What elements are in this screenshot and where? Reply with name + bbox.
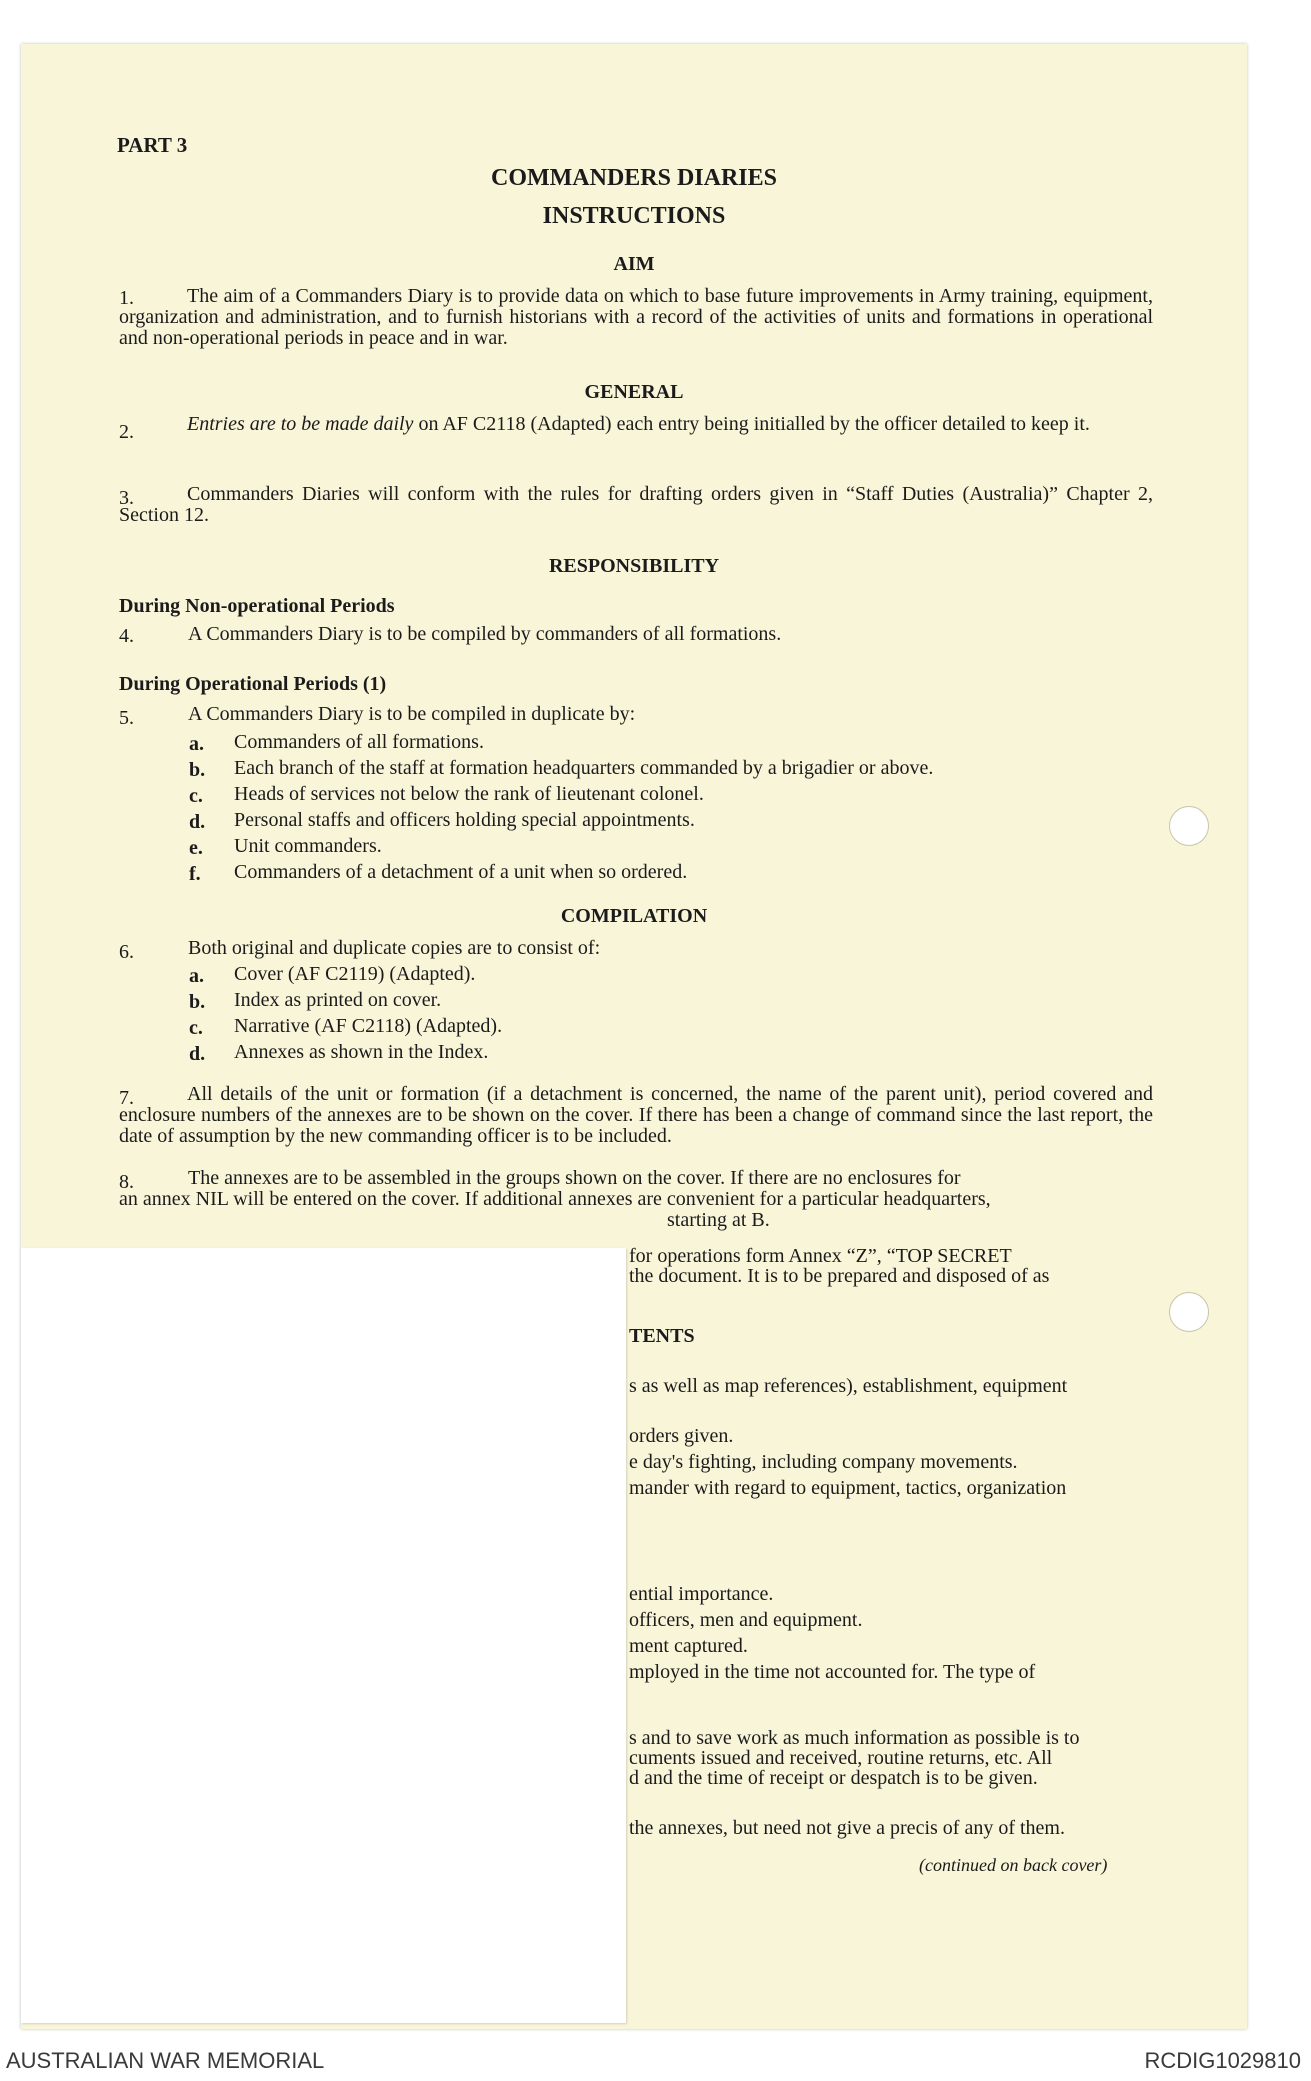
text-fragment: cuments issued and received, routine returns, etc. All: [629, 1747, 1053, 1769]
text-fragment: ential importance.: [629, 1583, 774, 1605]
subheading-operational: During Operational Periods (1): [119, 673, 387, 695]
list-item: Annexes as shown in the Index.: [234, 1041, 489, 1063]
archive-footer: [0, 2040, 1311, 2080]
text-fragment: officers, men and equipment.: [629, 1609, 863, 1631]
list-item: Heads of services not below the rank of lieutenant colonel.: [234, 783, 704, 805]
text-fragment-heading: TENTS: [629, 1325, 695, 1347]
list-item: Personal staffs and officers holding special appointments.: [234, 809, 695, 831]
paragraph-number: 7.: [119, 1087, 134, 1109]
list-letter: f.: [189, 863, 201, 885]
paragraph-entries: [119, 414, 1153, 435]
covering-paper: [21, 1248, 626, 2023]
list-letter: d.: [189, 1043, 206, 1065]
list-letter: b.: [189, 991, 206, 1013]
text-fragment: s and to save work as much information as possible is to: [629, 1727, 1080, 1749]
section-heading-aim: AIM: [613, 253, 655, 275]
list-item: Commanders of all formations.: [234, 731, 484, 753]
text-fragment: ment captured.: [629, 1635, 748, 1657]
continued-note: (continued on back cover): [919, 1855, 1108, 1875]
text-fragment: mployed in the time not accounted for. The type of: [629, 1661, 1036, 1683]
emphasis-text: Entries are to be made daily: [187, 413, 414, 435]
paragraph-formations: A Commanders Diary is to be compiled by commanders of all formations.: [188, 623, 782, 645]
list-letter: a.: [189, 733, 204, 755]
text-fragment: the document. It is to be prepared and disposed of as: [629, 1265, 1050, 1287]
paragraph-annexes-line1: The annexes are to be assembled in the groups shown on the cover. If there are no enclosures for: [188, 1168, 961, 1189]
list-letter: c.: [189, 1017, 203, 1039]
list-letter: d.: [189, 811, 206, 833]
paragraph-text: on AF C2118 (Adapted) each entry being initialled by the officer detailed to keep it.: [413, 413, 1090, 435]
part-label: PART 3: [117, 133, 188, 157]
list-letter: c.: [189, 785, 203, 807]
paragraph-duplicate: A Commanders Diary is to be compiled in duplicate by:: [188, 703, 636, 725]
section-heading-responsibility: RESPONSIBILITY: [548, 555, 720, 577]
list-item: Narrative (AF C2118) (Adapted).: [234, 1015, 503, 1037]
paragraph-aim: [119, 286, 1153, 349]
paragraph-text: Commanders Diaries will conform with the rules for drafting orders given in “Staff Duties (Australia)” Chapter 2, Section 12.: [119, 483, 1153, 526]
paragraph-number: 1.: [119, 287, 134, 309]
paragraph-conform: [119, 484, 1153, 526]
paragraph-number: 6.: [119, 941, 134, 963]
text-fragment: mander with regard to equipment, tactics, organization: [629, 1477, 1067, 1499]
punch-hole: [1169, 806, 1209, 846]
text-fragment: s as well as map references), establishment, equipment: [629, 1375, 1068, 1397]
section-heading-compilation: COMPILATION: [560, 905, 708, 927]
paragraph-text: The aim of a Commanders Diary is to provide data on which to base future improvements in Army training, equipment, organization and administration, and to furnish historians with a record of the activities of units and formations in operational and non-operational periods in peace and in war.: [119, 285, 1153, 349]
list-letter: a.: [189, 965, 204, 987]
text-fragment: e day's fighting, including company movements.: [629, 1451, 1018, 1473]
section-heading-general: GENERAL: [584, 381, 684, 403]
paragraph-number: 5.: [119, 707, 134, 729]
paragraph-annexes-line3: starting at B.: [667, 1209, 770, 1231]
text-fragment: orders given.: [629, 1425, 734, 1447]
list-letter: e.: [189, 837, 203, 859]
text-fragment: d and the time of receipt or despatch is to be given.: [629, 1767, 1038, 1789]
footer-id: RCDIG1029810: [1144, 2048, 1301, 2073]
list-item: Commanders of a detachment of a unit when so ordered.: [234, 861, 688, 883]
paragraph-details: [119, 1084, 1153, 1147]
list-item: Each branch of the staff at formation headquarters commanded by a brigadier or above.: [234, 757, 934, 779]
subheading-nonoperational: During Non-operational Periods: [119, 595, 395, 617]
page-title: COMMANDERS DIARIES: [490, 165, 778, 191]
paragraph-text: All details of the unit or formation (if a detachment is concerned, the name of the parent unit), period covered and enclosure numbers of the annexes are to be shown on the cover. If there has been a change of command since the last report, the date of assumption by the new commanding officer is to be included.: [119, 1083, 1153, 1147]
punch-hole: [1169, 1292, 1209, 1332]
paragraph-annexes-line2: an annex NIL will be entered on the cover. If additional annexes are convenient for a particular headquarters,: [119, 1189, 991, 1210]
paragraph-number: 8.: [119, 1171, 134, 1193]
paragraph-number: 4.: [119, 625, 134, 647]
list-item: Cover (AF C2119) (Adapted).: [234, 963, 476, 985]
list-item: Unit commanders.: [234, 835, 382, 857]
text-fragment: for operations form Annex “Z”, “TOP SECRET: [629, 1245, 1012, 1267]
bleed-through-text: [772, 804, 871, 828]
list-letter: b.: [189, 759, 206, 781]
list-item: Index as printed on cover.: [234, 989, 442, 1011]
paragraph-number: 3.: [119, 487, 134, 509]
paragraph-copies: Both original and duplicate copies are to consist of:: [188, 937, 601, 959]
text-fragment: the annexes, but need not give a precis of any of them.: [629, 1817, 1065, 1839]
footer-source: AUSTRALIAN WAR MEMORIAL: [6, 2048, 325, 2073]
paragraph-number: 2.: [119, 421, 134, 443]
page-subtitle: INSTRUCTIONS: [542, 203, 726, 229]
